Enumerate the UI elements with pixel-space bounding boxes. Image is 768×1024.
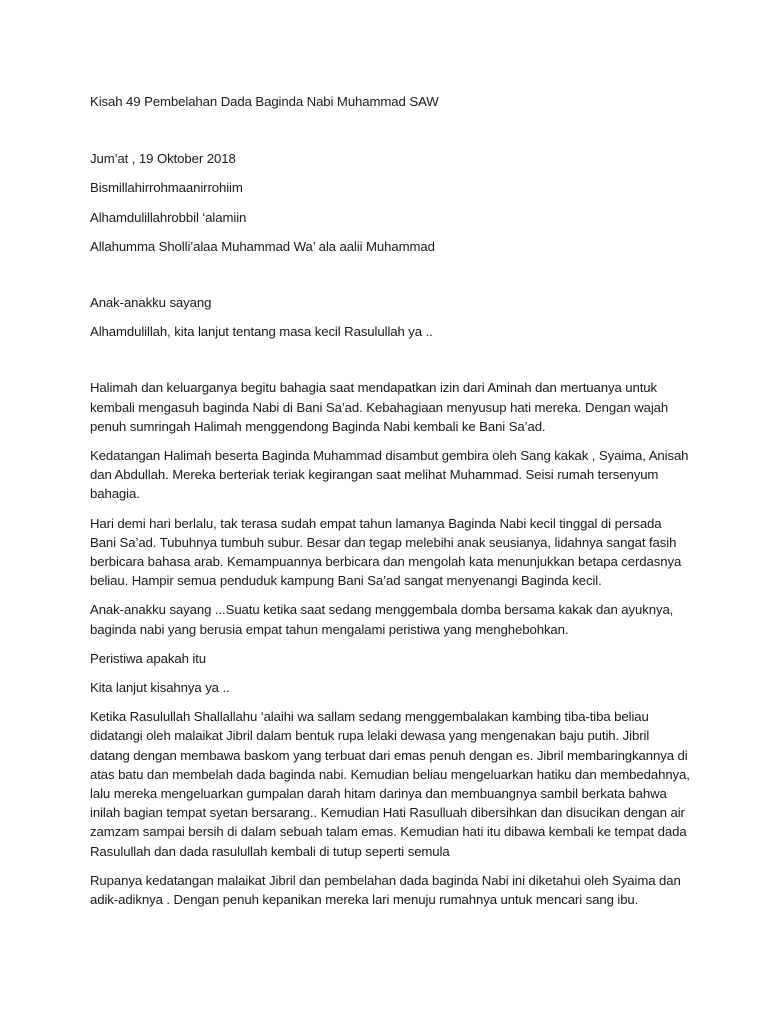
document-date: Jum’at , 19 Oktober 2018 [90, 151, 236, 167]
greeting: Anak-anakku sayang [90, 295, 212, 311]
paragraph: Hari demi hari berlalu, tak terasa sudah empat tahun lamanya Baginda Nabi kecil tinggal di persada Bani Sa’ad. Tubuhnya tumbuh subur. Besar dan tegap melebihi anak seusianya, lidahnya sangat fasih berbicara bahasa arab. Kemampuannya berbicara dan mengolah kata menunjukkan betapa cerdasnya beliau. Hampir semua penduduk kampung Bani Sa’ad sangat menyenangi Baginda kecil. [90, 515, 682, 589]
opening-line-shalawat: Allahumma Sholli’alaa Muhammad Wa’ ala aalii Muhammad [90, 238, 435, 254]
paragraph: Kedatangan Halimah beserta Baginda Muhammad disambut gembira oleh Sang kakak , Syaima, Anisah dan Abdullah. Mereka berteriak teriak kegirangan saat melihat Muhammad. Seisi rumah tersenyum bahagia. [90, 448, 689, 502]
opening-line-hamdalah: Alhamdulillahrobbil ‘alamiin [90, 209, 247, 225]
opening-line-basmalah: Bismillahirrohmaanirrohiim [90, 180, 243, 196]
paragraph: Anak-anakku sayang ...Suatu ketika saat sedang menggembala domba bersama kakak dan ayuknya, baginda nabi yang berusia empat tahun mengalami peristiwa yang menghebohkan. [90, 602, 674, 637]
paragraph: Peristiwa apakah itu [90, 650, 207, 666]
paragraph: Ketika Rasulullah Shallallahu ‘alaihi wa sallam sedang menggembalakan kambing tiba-tiba beliau didatangi oleh malaikat Jibril dalam bentuk rupa lelaki dewasa yang mengenakan baju putih. Jibril datang dengan membawa baskom yang terbuat dari emas penuh dengan es. Jibril membaringkannya di atas batu dan membelah dada baginda nabi. Kemudian beliau mengeluarkan hatiku dan membedahnya, lalu mereka mengeluarkan gumpalan darah hitam darinya dan membuangnya sambil berkata bahwa inilah bagian tempat syetan bersarang.. Kemudian Hati Rasulluah dibersihkan dan disucikan dengan air zamzam sampai bersih di dalam sebuah talam emas. Kemudian hati itu dibawa kembali ke tempat dada Rasulullah dan dada rasulullah kembali di tutup seperti semula [90, 709, 690, 859]
paragraph: Halimah dan keluarganya begitu bahagia saat mendapatkan izin dari Aminah dan mertuanya untuk kembali mengasuh baginda Nabi di Bani Sa’ad. Kebahagiaan menyusup hati mereka. Dengan wajah penuh sumringah Halimah menggendong Baginda Nabi kembali ke Bani Sa’ad. [90, 380, 669, 434]
paragraph: Kita lanjut kisahnya ya .. [90, 680, 230, 696]
document-body [90, 92, 690, 919]
paragraph: Rupanya kedatangan malaikat Jibril dan pembelahan dada baginda Nabi ini diketahui oleh Syaima dan adik-adiknya . Dengan penuh kepanikan mereka lari menuju rumahnya untuk mencari sang ibu. [90, 872, 681, 908]
intro-line: Alhamdulillah, kita lanjut tentang masa kecil Rasulullah ya .. [90, 324, 433, 340]
document-title: Kisah 49 Pembelahan Dada Baginda Nabi Muhammad SAW [90, 94, 439, 109]
